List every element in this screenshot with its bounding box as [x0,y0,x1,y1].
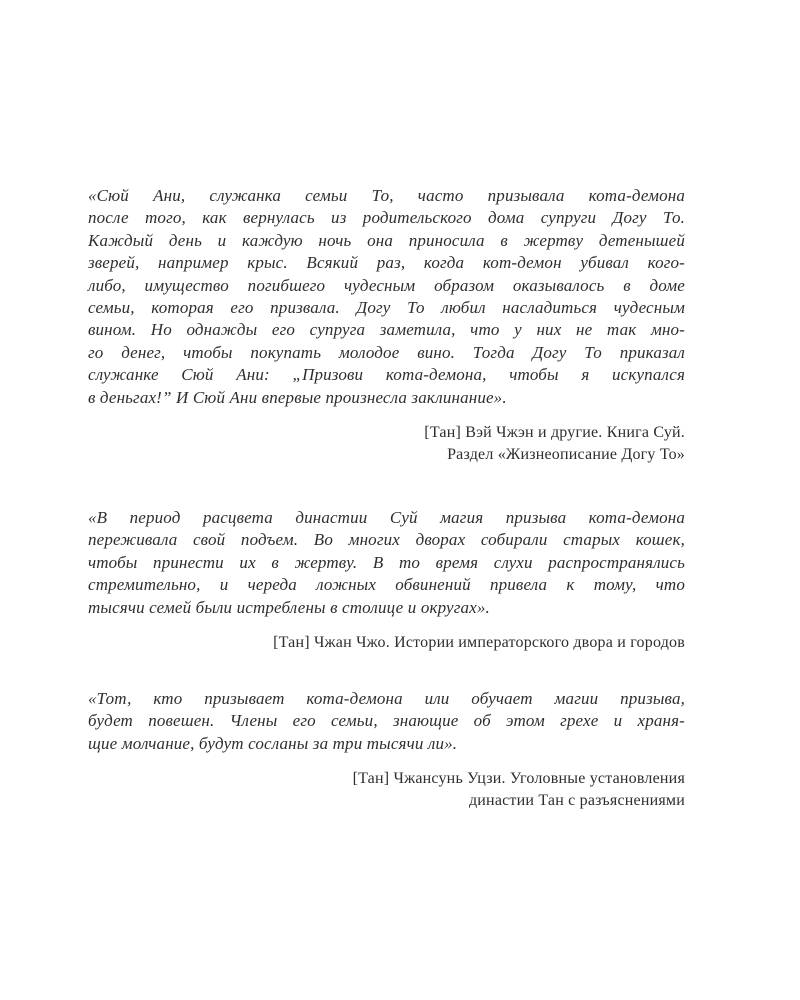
quote-line: «Сюй Ани, служанка семьи То, часто призывала кота-демона [88,186,685,205]
attribution-line: династии Тан с разъяснениями [468,792,685,810]
quote-line: щие молчание, будут сосланы за три тысячи ли». [88,733,458,753]
quote-line: го денег, чтобы покупать молодое вино. Тогда Догу То приказал [88,342,685,362]
quote-line: стремительно, и череда ложных обвинений привела к тому, что [88,575,685,595]
quote-line: в деньгах!” И Сюй Ани впервые произнесла заклинание». [88,387,507,407]
quote-line: Каждый день и каждую ночь она приносила в жертву детенышей [88,230,685,250]
quote-line: чтобы принести их в жертву. В то время слухи распространялись [88,552,685,572]
epigraph-quote [88,185,685,409]
epigraph-imperial-court-stories [88,507,685,654]
epigraph-sui-book [88,185,685,466]
epigraph-attribution [88,768,685,812]
quote-line: служанке Сюй Ани: „Призови кота-демона, чтобы я искупался [88,365,685,385]
epigraph-attribution [88,422,685,466]
epigraph-attribution [88,632,685,654]
quote-line: переживала свой подъем. Во многих дворах собирали старых кошек, [88,530,685,550]
quote-line: тысячи семей были истреблены в столице и округах». [88,597,490,617]
quote-line: вином. Но однажды его супруга заметила, что у них не так мно- [88,320,685,340]
quote-line: после того, как вернулась из родительского дома супруги Догу То. [88,208,685,228]
epigraph-quote [88,688,685,755]
quote-line: семьи, которая его призвала. Догу То любил насладиться чудесным [88,298,685,318]
attribution-line: [Тан] Чжансунь Уцзи. Уголовные установления [352,770,685,788]
epigraph-tang-criminal-code [88,688,685,812]
quote-line: зверей, например крыс. Всякий раз, когда кот-демон убивал кого- [88,253,685,273]
quote-line: «В период расцвета династии Суй магия призыва кота-демона [88,508,685,527]
quote-line: будет повешен. Члены его семьи, знающие об этом грехе и храня- [88,711,685,731]
attribution-line: [Тан] Вэй Чжэн и другие. Книга Суй. [424,424,685,442]
epigraph-quote [88,507,685,619]
attribution-line: [Тан] Чжан Чжо. Истории императорского двора и городов [273,634,685,652]
attribution-line: Раздел «Жизнеописание Догу То» [447,446,685,464]
quote-line: «Тот, кто призывает кота-демона или обучает магии призыва, [88,689,685,708]
quote-line: либо, имущество погибшего чудесным образом оказывалось в доме [88,275,685,295]
